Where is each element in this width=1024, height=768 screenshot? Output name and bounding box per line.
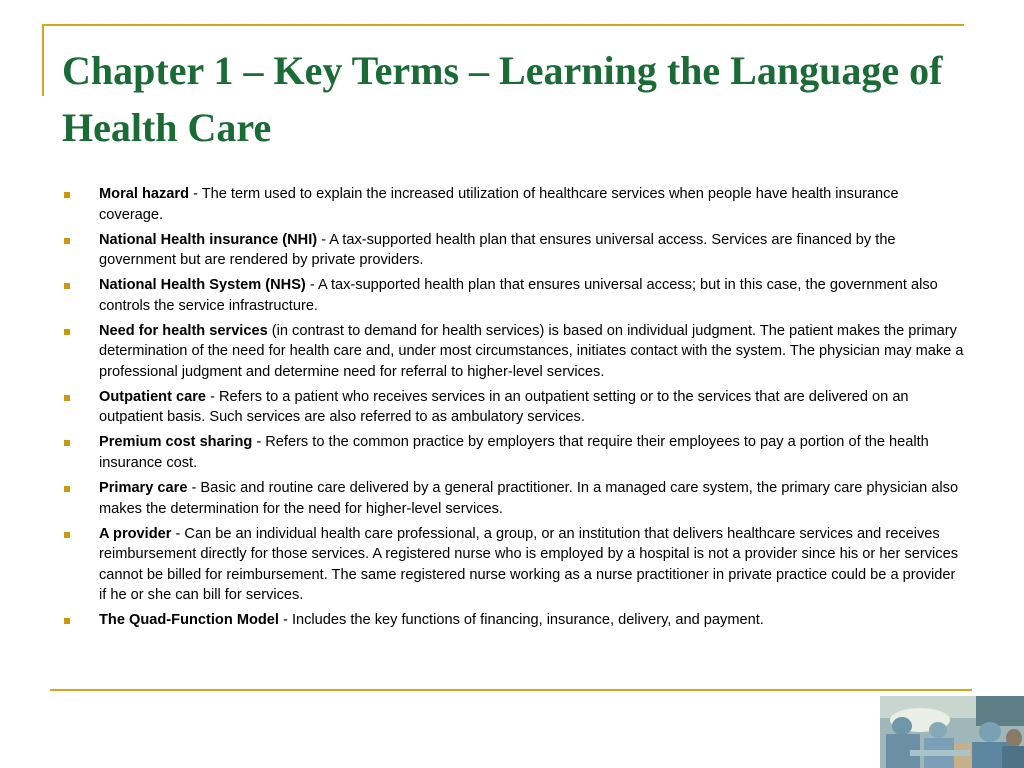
bottom-border-line bbox=[50, 689, 972, 691]
term-definition: - A tax-supported health plan that ensures universal access. Services are financed by the government but are rendered by private providers. bbox=[99, 231, 896, 269]
square-bullet-icon bbox=[64, 618, 70, 624]
term-name: Need for health services bbox=[99, 322, 268, 339]
term-name: Primary care bbox=[99, 480, 188, 497]
term-name: National Health insurance (NHI) bbox=[99, 231, 318, 248]
term-definition: - Refers to the common practice by employers that require their employees to pay a portion of the health insurance cost. bbox=[99, 434, 929, 471]
key-terms-list bbox=[62, 184, 964, 635]
surgeons-photo-icon bbox=[880, 696, 1024, 768]
term-definition: - A tax-supported health plan that ensures universal access; but in this case, the government also controls the service infrastructure. bbox=[99, 277, 938, 314]
term-quad-function-model bbox=[62, 610, 964, 631]
square-bullet-icon bbox=[64, 440, 70, 446]
term-definition: - Can be an individual health care professional, a group, or an institution that delivers healthcare services and receives reimbursement directly for those services. A registered nurse who is employed by a hospital is not a provider since his or her services cannot be billed for reimbursement. The same registered nurse working as a nurse practitioner in private practice could be a provider if he or she can bill for services. bbox=[99, 525, 958, 604]
slide-title: Chapter 1 – Key Terms – Learning the Language of Health Care bbox=[62, 48, 943, 150]
term-name: Outpatient care bbox=[99, 388, 207, 405]
term-name: National Health System (NHS) bbox=[99, 277, 306, 294]
term-definition: (in contrast to demand for health services) is based on individual judgment. The patient makes the primary determination of the need for health care and, under most circumstances, initiates contact with the system. The physician may make a professional judgment and determine need for referral to higher-level services. bbox=[99, 322, 964, 380]
top-border-line bbox=[42, 24, 964, 26]
square-bullet-icon bbox=[64, 329, 70, 335]
term-a-provider bbox=[62, 524, 964, 606]
square-bullet-icon bbox=[64, 283, 70, 289]
term-moral-hazard bbox=[62, 184, 964, 225]
square-bullet-icon bbox=[64, 486, 70, 492]
term-name: A provider bbox=[99, 525, 172, 542]
term-need-for-health-services bbox=[62, 321, 964, 383]
term-definition: - Basic and routine care delivered by a general practitioner. In a managed care system, the primary care physician also makes the determination for the need for higher-level services. bbox=[99, 480, 959, 517]
term-name: The Quad-Function Model bbox=[99, 612, 279, 629]
term-definition: - Includes the key functions of financing, insurance, delivery, and payment. bbox=[278, 612, 764, 629]
term-definition: - Refers to a patient who receives services in an outpatient setting or to the services that are delivered on an outpatient basis. Such services are also referred to as ambulatory services. bbox=[99, 388, 909, 426]
term-primary-care bbox=[62, 478, 964, 519]
term-national-health-insurance bbox=[62, 230, 964, 271]
term-name: Moral hazard bbox=[99, 186, 190, 202]
square-bullet-icon bbox=[64, 532, 70, 538]
term-national-health-system bbox=[62, 275, 964, 316]
square-bullet-icon bbox=[64, 238, 70, 244]
term-outpatient-care bbox=[62, 387, 964, 428]
square-bullet-icon bbox=[64, 395, 70, 401]
term-name: Premium cost sharing bbox=[99, 434, 253, 451]
term-definition: - The term used to explain the increased utilization of healthcare services when people have health insurance coverage. bbox=[99, 186, 899, 223]
left-border-line bbox=[42, 24, 44, 96]
square-bullet-icon bbox=[64, 192, 70, 198]
term-premium-cost-sharing bbox=[62, 432, 964, 473]
